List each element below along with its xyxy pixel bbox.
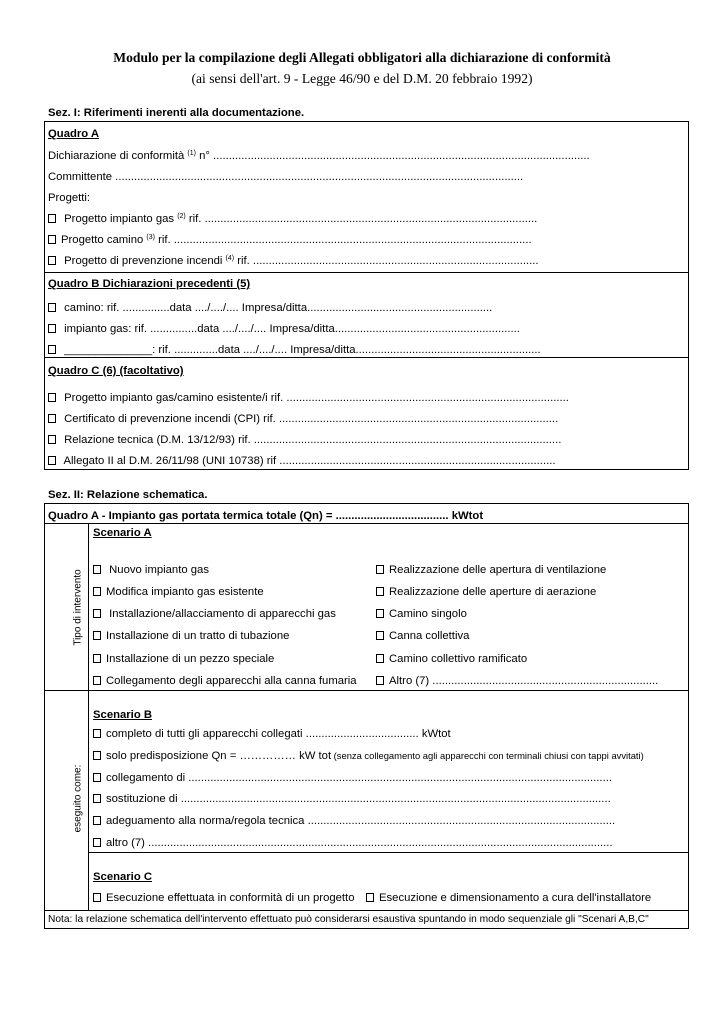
- scenario-c-option[interactable]: Esecuzione e dimensionamento a cura dell'installatore: [366, 891, 651, 905]
- scenario-b-option[interactable]: altro (7) ....................................................................................................................................................: [93, 836, 613, 850]
- sez1-heading: Sez. I: Riferimenti inerenti alla documentazione.: [48, 107, 305, 119]
- scenario-a-option[interactable]: Nuovo impianto gas: [93, 563, 209, 577]
- quadro-b-camino-checkbox[interactable]: camino: rif. ...............data ..../..../.... Impresa/ditta...........................................................: [48, 301, 492, 315]
- scenario-a-option[interactable]: Camino collettivo ramificato: [376, 652, 527, 666]
- quadro-b-altro-checkbox[interactable]: ______________: rif. ..............data ..../..../.... Impresa/ditta...........................................................: [48, 343, 541, 357]
- scenario-a-option[interactable]: Installazione di un pezzo speciale: [93, 652, 274, 666]
- quadro-c-relazione-checkbox[interactable]: Relazione tecnica (D.M. 13/12/93) rif. ..................................................................................................: [48, 433, 561, 447]
- progetto-prevenzione-checkbox[interactable]: Progetto di prevenzione incendi $^{(4)}$ rif. ...........................................................................................: [48, 254, 539, 268]
- quadro-c-cpi-checkbox[interactable]: Certificato di prevenzione incendi (CPI) rif. .........................................................................................: [48, 412, 558, 426]
- tipo-intervento-label: Tipo di intervento: [72, 569, 84, 646]
- scenario-b-option[interactable]: completo di tutti gli apparecchi collegati .................................... kWtot: [93, 727, 451, 741]
- scenario-b-option[interactable]: collegamento di .......................................................................................................................................: [93, 771, 612, 785]
- eseguito-come-label: eseguito come:: [72, 764, 84, 833]
- quadro-b-title: Quadro B Dichiarazioni precedenti (5): [48, 278, 251, 290]
- scenario-a-option[interactable]: Realizzazione delle aperture di aerazione: [376, 585, 596, 599]
- scenario-c-title: Scenario C: [93, 871, 153, 883]
- committente-field[interactable]: Committente ..................................................................................................................................: [48, 171, 524, 183]
- divider: [44, 690, 689, 691]
- scenario-a-title: Scenario A: [93, 527, 152, 539]
- scenario-a-option[interactable]: Altro (7) ........................................................................: [376, 674, 658, 688]
- sez2-quadro-a-title[interactable]: Quadro A - Impianto gas portata termica totale (Qn) = .................................... kWtot: [48, 510, 484, 522]
- scenario-a-option[interactable]: Canna collettiva: [376, 629, 469, 643]
- scenario-b-option[interactable]: solo predisposizione Qn = …………… kW tot (senza collegamento agli apparecchi con terminali chiusi con tappi avvitati): [93, 749, 644, 763]
- progetto-gas-checkbox[interactable]: Progetto impianto gas $^{(2)}$ rif. ..........................................................................................................: [48, 212, 537, 226]
- sez2-heading: Sez. II: Relazione schematica.: [48, 489, 208, 501]
- dichiarazione-field[interactable]: Dichiarazione di conformità $^{(1)}$ n° ........................................................................................................................: [48, 150, 590, 162]
- divider: [44, 272, 689, 273]
- divider: [44, 910, 689, 911]
- divider: [44, 523, 689, 524]
- scenario-a-option[interactable]: Collegamento degli apparecchi alla canna fumaria: [93, 674, 357, 688]
- page-title: Modulo per la compilazione degli Allegati obbligatori alla dichiarazione di conformità: [113, 50, 611, 65]
- quadro-a-title: Quadro A: [48, 128, 100, 140]
- scenario-b-option[interactable]: adeguamento alla norma/regola tecnica ..................................................................................................: [93, 814, 615, 828]
- progetto-camino-checkbox[interactable]: Progetto camino $^{(3)}$ rif. ..................................................................................................................: [48, 233, 532, 247]
- scenario-b-title: Scenario B: [93, 709, 153, 721]
- progetti-label: Progetti:: [48, 192, 91, 204]
- quadro-c-title: Quadro C (6) (facoltativo): [48, 365, 184, 377]
- divider: [88, 852, 689, 853]
- scenario-a-option[interactable]: Realizzazione delle apertura di ventilazione: [376, 563, 606, 577]
- scenario-a-option[interactable]: Modifica impianto gas esistente: [93, 585, 264, 599]
- page-subtitle: (ai sensi dell'art. 9 - Legge 46/90 e del D.M. 20 febbraio 1992): [191, 71, 533, 86]
- nota-text: Nota: la relazione schematica dell'intervento effettuato può considerarsi esaustiva spuntando in modo sequenziale gli "Scenari A,B,C": [48, 914, 649, 925]
- scenario-a-option[interactable]: Installazione di un tratto di tubazione: [93, 629, 289, 643]
- quadro-c-progetto-checkbox[interactable]: Progetto impianto gas/camino esistente/i rif. ..........................................................................................: [48, 391, 569, 405]
- scenario-a-option[interactable]: Camino singolo: [376, 607, 467, 621]
- scenario-b-option[interactable]: sostituzione di .........................................................................................................................................: [93, 792, 611, 806]
- divider: [44, 357, 689, 358]
- scenario-a-option[interactable]: Installazione/allacciamento di apparecchi gas: [93, 607, 336, 621]
- quadro-b-gas-checkbox[interactable]: impianto gas: rif. ...............data ..../..../.... Impresa/ditta...........................................................: [48, 322, 520, 336]
- quadro-c-allegato-checkbox[interactable]: Allegato II al D.M. 26/11/98 (UNI 10738) rif ........................................................................................: [48, 454, 556, 468]
- scenario-c-option[interactable]: Esecuzione effettuata in conformità di un progetto: [93, 891, 354, 905]
